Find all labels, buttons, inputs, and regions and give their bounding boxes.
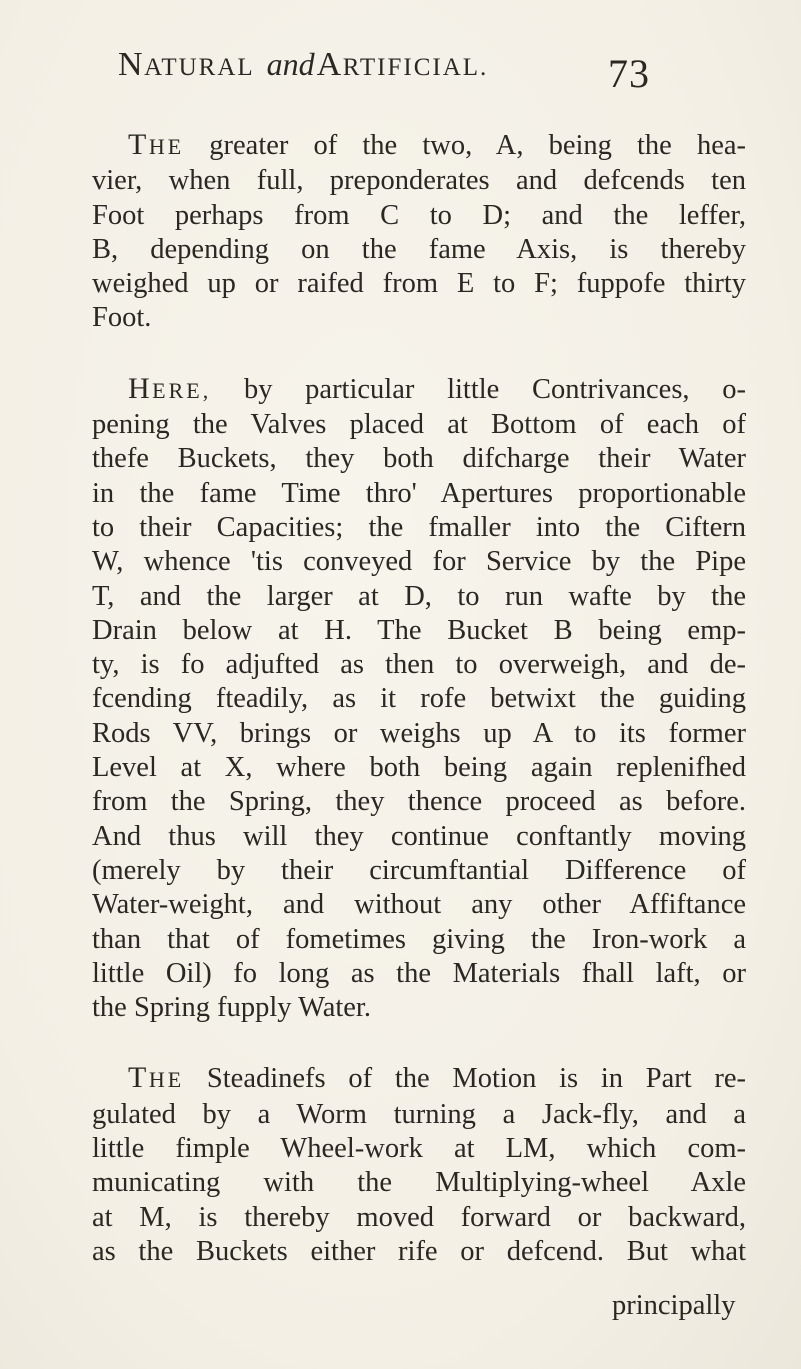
paragraph-lead <box>128 371 212 405</box>
lead-initial: T <box>128 1061 149 1095</box>
paragraph-line: little Oil) fo long as the Materials fhall laft, or <box>92 957 746 989</box>
paragraph-1 <box>56 128 746 336</box>
paragraph-line: ty, is fo adjufted as then to overweigh, and de- <box>92 649 746 681</box>
paragraph-line: to their Capacities; the fmaller into the Ciftern <box>92 511 746 543</box>
paragraph-3 <box>56 1061 746 1269</box>
running-head-initial: N <box>118 46 145 83</box>
paragraph-line: pening the Valves placed at Bottom of each of <box>92 409 746 441</box>
line-text: Steadinefs of the Motion is in Part re- <box>206 1063 747 1095</box>
lead-small-caps: HE <box>148 134 185 159</box>
page-number: 73 <box>608 51 650 96</box>
running-head-initial-2: A <box>316 46 343 83</box>
paragraph-line: as the Buckets either rife or defcend. But what <box>92 1235 746 1267</box>
paragraph-line: Rods VV, brings or weighs up A to its former <box>92 717 746 749</box>
paragraph-line: W, whence 'tis conveyed for Service by the Pipe <box>92 546 746 578</box>
paragraph-line: B, depending on the fame Axis, is thereby <box>92 233 746 265</box>
running-head <box>118 46 488 84</box>
lead-initial: T <box>128 128 149 161</box>
paragraph-2 <box>56 372 746 1026</box>
paragraph-line <box>56 128 746 164</box>
paragraph-line: gulated by a Worm turning a Jack-fly, and a <box>92 1098 746 1130</box>
paragraph-line <box>56 1061 746 1097</box>
catchword: principally <box>612 1290 736 1321</box>
paragraph-line: Foot perhaps from C to D; and the leffer, <box>92 199 746 231</box>
paragraph-line: Drain below at H. The Bucket B being emp- <box>92 614 746 646</box>
paragraph-lead <box>128 130 184 161</box>
paragraph-line: (merely by their circumftantial Difference of <box>92 854 746 886</box>
lead-small-caps: ERE, <box>152 377 212 403</box>
body-text <box>56 128 746 1269</box>
paragraph-line: from the Spring, they thence proceed as before. <box>92 786 746 818</box>
paragraph-line <box>56 372 746 408</box>
paragraph-line: little fimple Wheel-work at LM, which com- <box>92 1133 746 1165</box>
paragraph-lead <box>128 1063 184 1094</box>
paragraph-line: municating with the Multiplying-wheel Axle <box>92 1167 746 1199</box>
paragraph-line: Level at X, where both being again replenifhed <box>92 752 746 784</box>
paragraph-line: thefe Buckets, they both difcharge their Water <box>92 443 746 475</box>
running-head-word-2: RTIFICIAL. <box>342 54 489 81</box>
paragraph-line: T, and the larger at D, to run wafte by the <box>92 580 746 612</box>
running-head-and: and <box>266 46 315 82</box>
paragraph-line: vier, when full, preponderates and defcends ten <box>92 165 746 197</box>
lead-small-caps: HE <box>148 1067 185 1093</box>
paragraph-line: And thus will they continue conftantly moving <box>92 820 746 852</box>
paragraph-line: at M, is thereby moved forward or backward, <box>92 1201 746 1233</box>
line-text: by particular little Contrivances, o- <box>243 373 746 405</box>
page-header <box>118 46 718 106</box>
paragraph-line: fcending fteadily, as it rofe betwixt the guiding <box>92 683 746 715</box>
line-text: greater of the two, A, being the hea- <box>209 130 746 161</box>
paragraph-line: in the fame Time thro' Apertures proportionable <box>92 477 746 509</box>
paragraph-line: than that of fometimes giving the Iron-work a <box>92 923 746 955</box>
paragraph-line: weighed up or raifed from E to F; fuppofe thirty <box>92 268 746 300</box>
lead-initial: H <box>128 371 153 405</box>
paragraph-line: the Spring fupply Water. <box>92 992 371 1024</box>
paragraph-line: Foot. <box>92 302 152 334</box>
running-head-word-1: ATURAL <box>144 54 255 81</box>
paragraph-line: Water-weight, and without any other Affiftance <box>92 889 746 921</box>
